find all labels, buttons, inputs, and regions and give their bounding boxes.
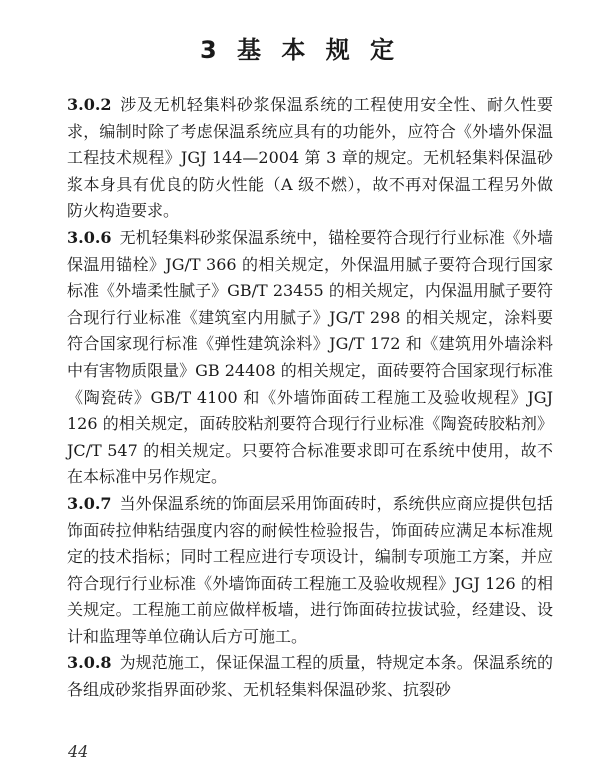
clause-number: 3.0.6 — [67, 227, 112, 247]
clause-text: 涉及无机轻集料砂浆保温系统的工程使用安全性、耐久性要求，编制时除了考虑保温系统应具有的功能外，应符合《外墙外保温工程技术规程》JGJ 144—2004 第 3 章的规定。无机轻集料保温砂浆本身具有优良的防火性能（A 级不燃），故不再对保温工程另外做防火构造要求。 — [67, 95, 553, 221]
clause-number: 3.0.8 — [67, 653, 112, 673]
clause-text: 无机轻集料砂浆保温系统中，锚栓要符合现行行业标准《外墙保温用锚栓》JG/T 366 的相关规定，外保温用腻子要符合现行国家标准《外墙柔性腻子》GB/T 23455 的相关规定，内保温用腻子要符合现行行业标准《建筑室内用腻子》JG/T 298 的相关规定，涂料要符合国家现行标准《弹性建筑涂料》JG/T 172 和《建筑用外墙涂料中有害物质限量》GB 24408 的相关规定，面砖要符合国家现行标准《陶瓷砖》GB/T 4100 和《外墙饰面砖工程施工及验收规程》JGJ 126 的相关规定，面砖胶粘剂要符合现行行业标准《陶瓷砖胶粘剂》JC/T 547 的相关规定。只要符合标准要求即可在系统中使用，故不在本标准中另作规定。 — [67, 227, 553, 487]
clause-text: 为规范施工，保证保温工程的质量，特规定本条。保温系统的各组成砂浆指界面砂浆、无机轻集料保温砂浆、抗裂砂 — [67, 653, 553, 700]
body-text — [67, 92, 553, 704]
clause-3-0-2 — [67, 92, 553, 225]
clause-number: 3.0.2 — [67, 95, 112, 114]
clause-number: 3.0.7 — [67, 493, 112, 513]
page-number: 44 — [68, 742, 89, 761]
clause-text: 当外保温系统的饰面层采用饰面砖时，系统供应商应提供包括饰面砖拉伸粘结强度内容的耐候性检验报告，饰面砖应满足本标准规定的技术指标；同时工程应进行专项设计，编制专项施工方案，并应符合现行行业标准《外墙饰面砖工程施工及验收规程》JGJ 126 的相关规定。工程施工前应做样板墙，进行饰面砖拉拔试验，经建设、设计和监理等单位确认后方可施工。 — [67, 493, 553, 646]
clause-3-0-6 — [67, 225, 553, 491]
chapter-title: 3 基 本 规 定 — [199, 36, 401, 64]
clause-3-0-7 — [67, 491, 553, 651]
clause-3-0-8 — [67, 650, 553, 703]
